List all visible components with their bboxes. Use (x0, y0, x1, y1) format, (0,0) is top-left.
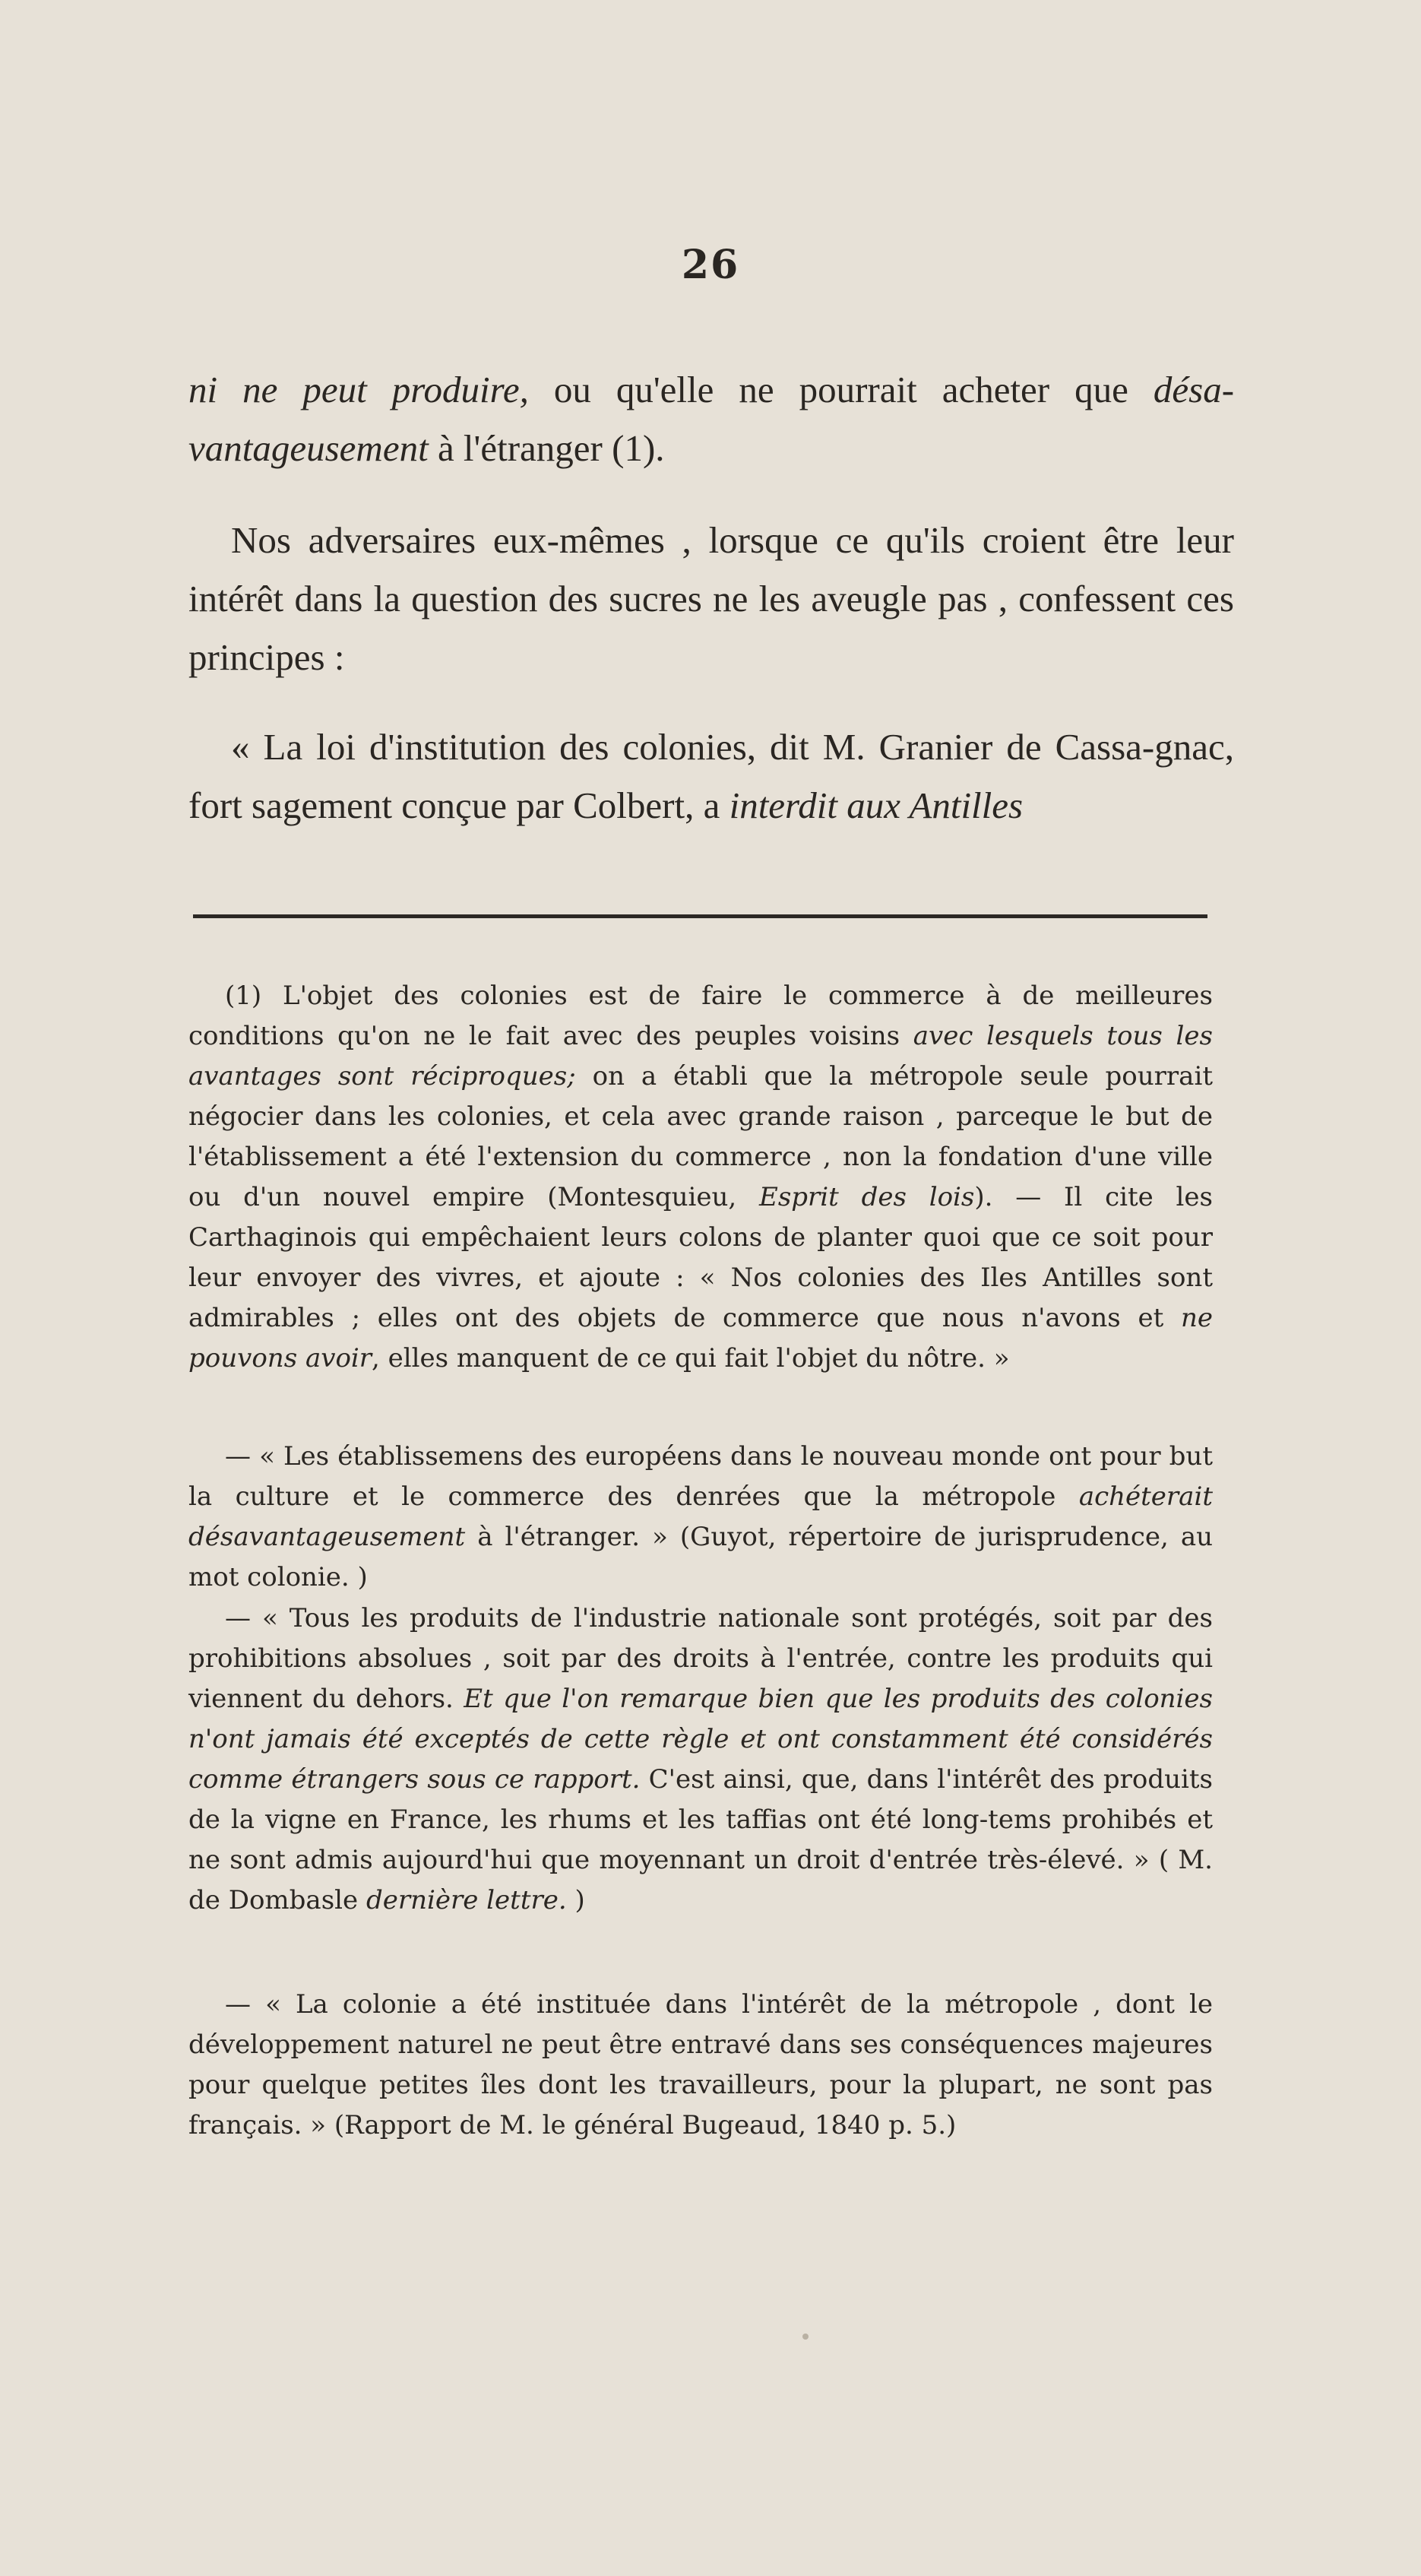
text-run: ) (566, 1885, 585, 1915)
italic-phrase: dernière lettre. (366, 1885, 567, 1915)
paragraph-quote-cassagnac (188, 718, 1234, 835)
footnote-guyot (188, 1437, 1213, 1598)
italic-phrase: Et que l'on remarque bien que les produits des colonies n'ont jamais été exceptés de cette règle et ont constamment été considérés comme étrangers sous ce rapport. (188, 1684, 1213, 1795)
footnote-montesquieu (188, 976, 1213, 1379)
footnote-separator-rule (193, 914, 1207, 918)
text-run: ou qu'elle ne pourrait acheter que (528, 369, 1154, 410)
footnote-bugeaud: — « La colonie a été instituée dans l'intérêt de la métropole , dont le développement naturel ne peut être entravé dans ses conséquences majeures pour quelque petites îles dont les travailleurs, pour la plupart, ne sont pas français. » (Rapport de M. le général Bugeaud, 1840 p. 5.) (188, 1989, 1213, 2140)
italic-phrase: Esprit des lois (759, 1182, 975, 1212)
italic-phrase: ne pouvons avoir (188, 1303, 1213, 1374)
text-run: — « Les établissemens des européens dans le nouveau monde ont pour but la culture et le commerce des denrées que la métropole (188, 1441, 1213, 1512)
paragraph-adversaires: Nos adversaires eux-mêmes , lorsque ce qu'ils croient être leur intérêt dans la question des sucres ne les aveugle pas , confessent ces principes : (188, 519, 1234, 678)
text-run: « La loi d'institution des colonies, dit M. Granier de Cassa-gnac, fort sagement conçue par Colbert, a (188, 726, 1234, 826)
italic-phrase: désa-vantageusement (188, 369, 1235, 469)
text-run: on a établi que la métropole seule pourrait négocier dans les colonies, et cela avec grande raison , parceque le but de l'établissement a été l'extension du commerce , non la fondation d'une ville ou d'un nouvel empire (Montesquieu, (188, 1061, 1213, 1212)
text-run: C'est ainsi, que, dans l'intérêt des produits de la vigne en France, les rhums et les taffias ont été long-tems prohibés et ne sont admis aujourd'hui que moyennant un droit d'entrée très-élevé. » ( M. de Dombasle (188, 1764, 1213, 1915)
italic-phrase: ni ne peut produire, (188, 369, 529, 410)
text-run: , elles manquent de ce qui fait l'objet du nôtre. » (372, 1343, 1010, 1374)
text-run: à l'étranger. » (Guyot, répertoire de jurisprudence, au mot colonie. ) (188, 1522, 1213, 1592)
paragraph-continuation (188, 360, 1234, 477)
text-run: à l'étranger (1). (428, 427, 665, 469)
paper-speck (802, 2334, 809, 2340)
text-run: (1) L'objet des colonies est de faire le commerce à de meilleures conditions qu'on ne le fait avec des peuples voisins (188, 981, 1213, 1051)
italic-phrase: interdit aux Antilles (729, 784, 1024, 826)
italic-phrase: achéterait désavantageusement (188, 1481, 1213, 1552)
footnote-dombasle (188, 1599, 1213, 1921)
text-run: ). — Il cite les Carthaginois qui empêchaient leurs colons de planter quoi que ce soit pour leur envoyer des vivres, et ajoute : « Nos colonies des Iles Antilles sont admirables ; elles ont des objets de commerce que nous n'avons et (188, 1182, 1213, 1333)
italic-phrase: avec lesquels tous les avantages sont réciproques; (188, 1021, 1213, 1092)
page-number: 26 (681, 242, 740, 288)
text-run: — « Tous les produits de l'industrie nationale sont protégés, soit par des prohibitions absolues , soit par des droits à l'entrée, contre les produits qui viennent du dehors. (188, 1603, 1213, 1714)
